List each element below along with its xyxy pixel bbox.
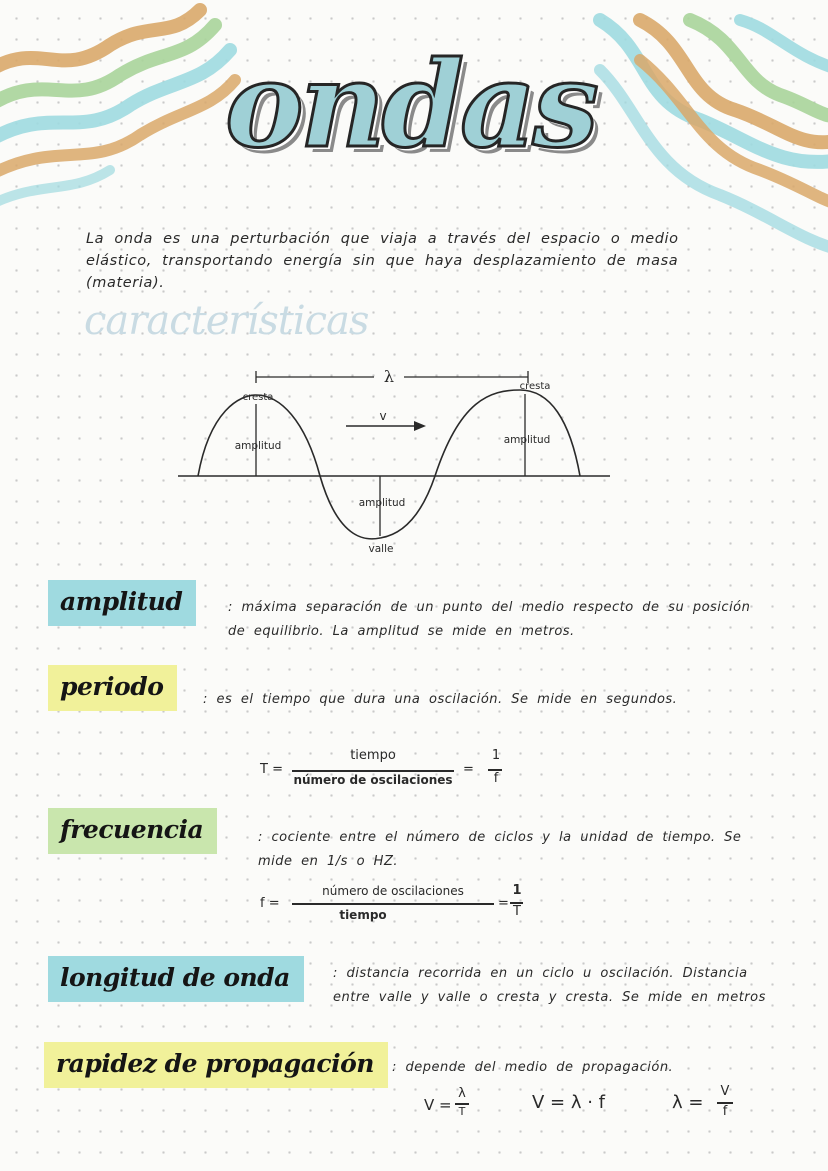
formula-speed-l-num: V bbox=[720, 1084, 730, 1099]
section-heading: características bbox=[84, 298, 369, 344]
term-desc-longitud-de-onda: : distancia recorrida en un ciclo u oscilación. Distancia entre valle y valle o cresta y cresta. Se mide en metros bbox=[333, 966, 766, 1005]
formula-period-rhs-num: 1 bbox=[491, 748, 501, 763]
formula-frequency-eq: = bbox=[498, 896, 509, 911]
term-desc-periodo: : es el tiempo que dura una oscilación. Se mide en segundos. bbox=[203, 692, 678, 707]
formula-frequency bbox=[258, 884, 538, 934]
term-tag-rapidez-de-propagacion: rapidez de propagación bbox=[44, 1042, 388, 1088]
formula-frequency-numerator: número de oscilaciones bbox=[322, 884, 464, 898]
formula-period-bar bbox=[292, 770, 454, 772]
intro-paragraph: La onda es una perturbación que viaja a través del espacio o medio elástico, transportando energía sin que haya desplazamiento de masa (materia). bbox=[86, 231, 679, 291]
formula-period-denominator: número de oscilaciones bbox=[293, 773, 453, 787]
formula-speed-v1-num: λ bbox=[458, 1086, 466, 1101]
formula-period-numerator: tiempo bbox=[350, 748, 396, 763]
lambda-label: λ bbox=[383, 367, 395, 386]
amplitude-right-label: amplitud bbox=[503, 434, 551, 446]
formula-period-eq: = bbox=[463, 762, 474, 777]
trough-label: valle bbox=[368, 543, 394, 555]
formula-speed-v1-lhs: V = bbox=[424, 1096, 452, 1114]
page-title-block bbox=[180, 30, 640, 200]
formula-speed-v1-den: T bbox=[458, 1105, 466, 1118]
term-tag-longitud-de-onda: longitud de onda bbox=[48, 956, 304, 1002]
term-desc-frecuencia: : cociente entre el número de ciclos y la unidad de tiempo. Se mide en 1/s o HZ. bbox=[258, 830, 742, 869]
formula-speed-v2: V = λ · f bbox=[532, 1092, 605, 1113]
term-tag-periodo: periodo bbox=[48, 665, 177, 711]
amplitude-bottom-label: amplitud bbox=[358, 497, 406, 509]
term-desc-rapidez-de-propagacion: : depende del medio de propagación. bbox=[392, 1060, 674, 1075]
formula-period bbox=[258, 748, 518, 798]
formula-speed-l-lhs: λ = bbox=[672, 1092, 704, 1113]
crest-right-label: cresta bbox=[519, 381, 551, 392]
formula-period-lhs: T = bbox=[260, 762, 283, 777]
velocity-label: v bbox=[379, 409, 387, 423]
crest-left-label: cresta bbox=[242, 392, 274, 403]
formula-frequency-denominator: tiempo bbox=[339, 908, 387, 922]
velocity-arrow-head bbox=[414, 421, 426, 431]
wave-diagram bbox=[170, 360, 620, 560]
formula-frequency-rhs-den: T bbox=[513, 904, 521, 919]
wave-curve bbox=[198, 390, 580, 539]
formula-frequency-rhs-num: 1 bbox=[512, 883, 522, 898]
term-tag-amplitud: amplitud bbox=[48, 580, 196, 626]
formula-frequency-bar bbox=[292, 903, 494, 905]
term-desc-amplitud: : máxima separación de un punto del medio respecto de su posición de equilibrio. La amplitud se mide en metros. bbox=[228, 600, 751, 639]
formula-period-rhs-den: f bbox=[493, 771, 499, 786]
formula-frequency-lhs: f = bbox=[260, 896, 280, 911]
amplitude-left-label: amplitud bbox=[234, 440, 282, 452]
term-tag-frecuencia: frecuencia bbox=[48, 808, 217, 854]
formula-speed bbox=[424, 1086, 754, 1130]
page-title: ondas bbox=[225, 35, 595, 174]
formula-speed-l-den: f bbox=[722, 1104, 728, 1119]
